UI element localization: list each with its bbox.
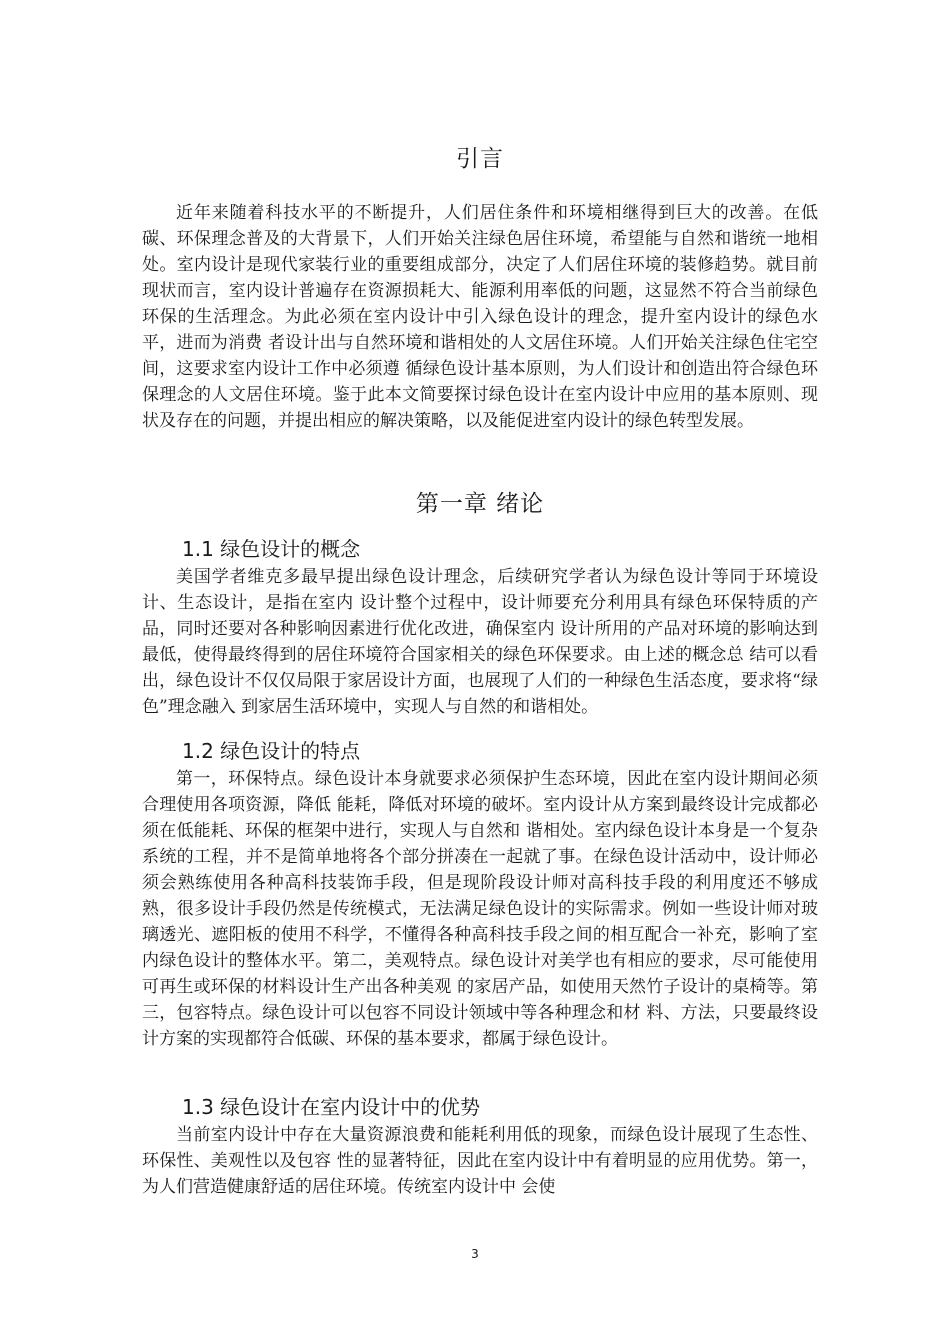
intro-body	[142, 200, 818, 434]
chapter-title-block	[142, 485, 818, 518]
intro-section	[142, 140, 818, 173]
intro-title: 引言	[456, 146, 504, 172]
intro-paragraph: 近年来随着科技水平的不断提升，人们居住条件和环境相继得到巨大的改善。在低碳、环保理念普及的大背景下，人们开始关注绿色居住环境，希望能与自然和谐统一地相处。室内设计是现代家装行业的重要组成部分，决定了人们居住环境的装修趋势。就目前现状而言，室内设计普遍存在资源损耗大、能源利用率低的问题，这显然不符合当前绿色环保的生活理念。为此必须在室内设计中引入绿色设计的理念，提升室内设计的绿色水平，进而为消费 者设计出与自然环境和谐相处的人文居住环境。人们开始关注绿色住宅空间，这要求室内设计工作中必须遵 循绿色设计基本原则，为人们设计和创造出符合绿色环保理念的人文居住环境。鉴于此本文简要探讨绿色设计在室内设计中应用的基本原则、现状及存在的问题，并提出相应的解决策略，以及能促进室内设计的绿色转型发展。	[142, 203, 818, 431]
section-paragraph: 当前室内设计中存在大量资源浪费和能耗利用低的现象，而绿色设计展现了生态性、环保性、美观性以及包容 性的显著特征，因此在室内设计中有着明显的应用优势。第一，为人们营造健康舒适的居住环境。传统室内设计中 会使	[142, 1125, 818, 1197]
section-1-3	[142, 1092, 818, 1200]
chapter-title: 第一章 绪论	[415, 491, 545, 517]
section-1-2	[142, 736, 818, 1052]
section-paragraph: 美国学者维克多最早提出绿色设计理念，后续研究学者认为绿色设计等同于环境设计、生态设计，是指在室内 设计整个过程中，设计师要充分利用具有绿色环保特质的产品，同时还要对各种影响因素进行优化改进，确保室内 设计所用的产品对环境的影响达到最低，使得最终得到的居住环境符合国家相关的绿色环保要求。由上述的概念总 结可以看出，绿色设计不仅仅局限于家居设计方面，也展现了人们的一种绿色生活态度，要求将“绿色”理念融入 到家居生活环境中，实现人与自然的和谐相处。	[142, 567, 818, 717]
section-heading: 1.1 绿色设计的概念	[182, 537, 361, 561]
page-number: 3	[471, 1247, 479, 1261]
section-heading: 1.2 绿色设计的特点	[182, 739, 361, 763]
section-1-1	[142, 534, 818, 720]
section-paragraph: 第一，环保特点。绿色设计本身就要求必须保护生态环境，因此在室内设计期间必须合理使用各项资源，降低 能耗，降低对环境的破坏。室内设计从方案到最终设计完成都必须在低能耗、环保的框架中进行，实现人与自然和 谐相处。室内绿色设计本身是一个复杂系统的工程，并不是简单地将各个部分拼凑在一起就了事。在绿色设计活动中，设计师必须会熟练使用各种高科技装饰手段，但是现阶段设计师对高科技手段的利用度还不够成熟，很多设计手段仍然是传统模式，无法满足绿色设计的实际需求。例如一些设计师对玻璃透光、遮阳板的使用不科学，不懂得各种高科技手段之间的相互配合一补充，影响了室内绿色设计的整体水平。第二，美观特点。绿色设计对美学也有相应的要求，尽可能使用可再生或环保的材料设计生产出各种美观 的家居产品，如使用天然竹子设计的桌椅等。第三，包容特点。绿色设计可以包容不同设计领域中等各种理念和材 料、方法，只要最终设计方案的实现都符合低碳、环保的基本要求，都属于绿色设计。	[142, 769, 818, 1049]
section-heading: 1.3 绿色设计在室内设计中的优势	[182, 1095, 481, 1119]
